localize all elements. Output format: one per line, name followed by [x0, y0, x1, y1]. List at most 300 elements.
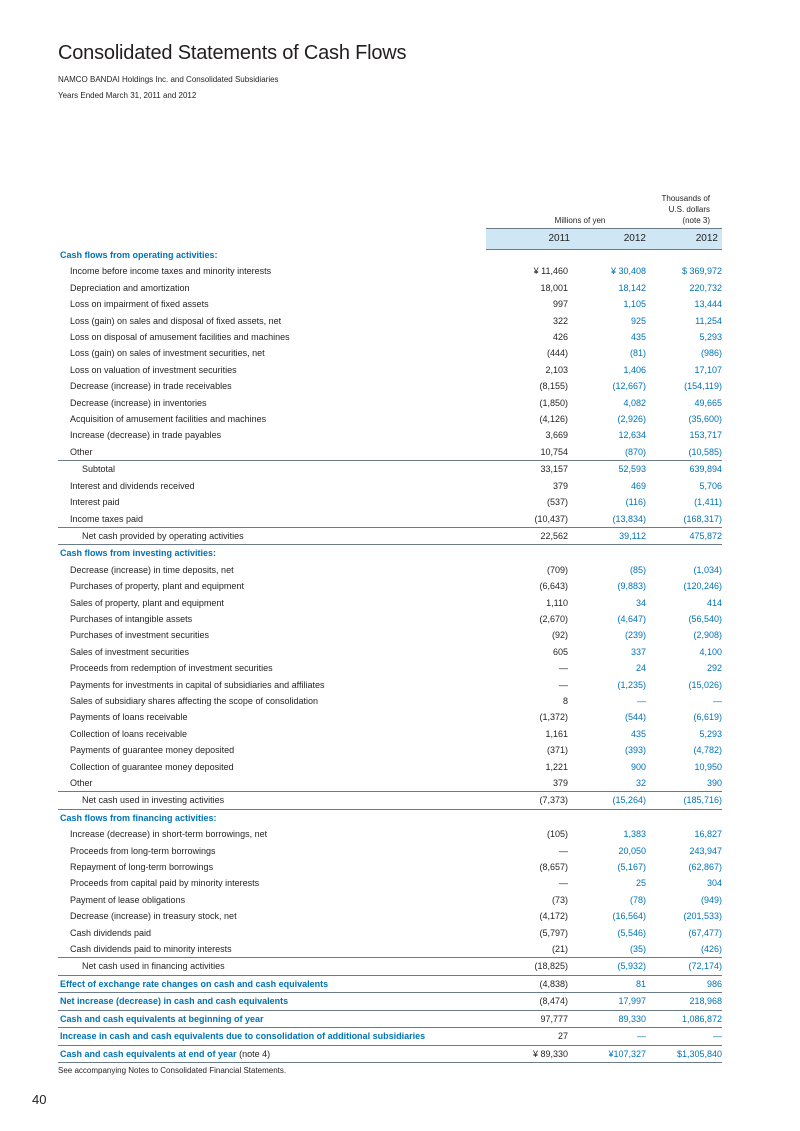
- value-2012-usd: 986: [646, 975, 722, 992]
- value-2012-usd: 5,293: [699, 728, 722, 739]
- row-label: [58, 494, 486, 510]
- total-row: [58, 958, 722, 975]
- value-2012-yen: 12,634: [618, 430, 646, 441]
- company-subtitle: NAMCO BANDAI Holdings Inc. and Consolidated Subsidiaries: [58, 75, 279, 84]
- section-header-row: [58, 809, 722, 826]
- row-label: [58, 378, 486, 394]
- value-2012-yen: 20,050: [618, 845, 646, 856]
- value-2012-usd: (185,716): [646, 792, 722, 809]
- value-2012-usd: 304: [706, 878, 722, 889]
- row-label-text: Decrease (increase) in inventories: [70, 397, 207, 408]
- row-label-text: Cash and cash equivalents at beginning of year: [60, 1013, 264, 1024]
- value-2011-yen: ¥ 89,330: [486, 1045, 570, 1062]
- row-label: [58, 1028, 486, 1045]
- value-2012-usd: 16,827: [694, 829, 722, 840]
- value-2011-yen: (4,126): [539, 414, 568, 425]
- value-2012-usd: —: [646, 1028, 722, 1045]
- value-2012-usd: (1,034): [693, 564, 722, 575]
- value-2011-yen: 18,001: [540, 282, 568, 293]
- value-2012-usd: 13,444: [694, 299, 722, 310]
- value-2012-yen: [570, 809, 646, 826]
- row-label: [58, 892, 486, 908]
- value-2011-yen: (18,825): [486, 958, 570, 975]
- value-2012-yen: (544): [624, 712, 646, 723]
- year-2012-yen-header: 2012: [623, 233, 646, 244]
- row-label: [58, 941, 486, 958]
- table-row: [58, 595, 722, 611]
- period-subtitle: Years Ended March 31, 2011 and 2012: [58, 91, 197, 100]
- row-label: [58, 958, 486, 975]
- row-label-text: Income taxes paid: [70, 513, 144, 524]
- table-row: [58, 578, 722, 594]
- table-row: [58, 296, 722, 312]
- value-2011-yen: 426: [552, 332, 568, 343]
- value-2012-yen: [570, 247, 646, 263]
- row-label-text: Other: [70, 778, 93, 788]
- value-2012-yen: 25: [635, 878, 646, 889]
- value-2012-yen: (16,564): [612, 911, 646, 922]
- table-row: [58, 941, 722, 958]
- total-row: [58, 1045, 722, 1062]
- value-2011-yen: (2,670): [539, 613, 568, 624]
- row-label-text: Sales of subsidiary shares affecting the scope of consolidation: [70, 695, 318, 706]
- value-2012-usd: 49,665: [694, 397, 722, 408]
- row-label: [58, 427, 486, 443]
- row-label-text: Purchases of investment securities: [70, 630, 210, 641]
- table-row: [58, 892, 722, 908]
- value-2012-yen: —: [637, 695, 646, 706]
- value-2012-yen: 24: [635, 663, 646, 674]
- value-2012-yen: 89,330: [570, 1010, 646, 1027]
- value-2012-usd: 292: [706, 663, 722, 674]
- row-label-text: Sales of investment securities: [70, 646, 190, 657]
- row-label-text: Increase in cash and cash equivalents due to consolidation of additional subsidiaries: [60, 1031, 426, 1042]
- cash-flow-rows: [58, 247, 722, 1062]
- total-row: [58, 975, 722, 992]
- value-2012-usd: (154,119): [684, 381, 722, 392]
- table-row: [58, 444, 722, 461]
- value-2011-yen: (1,372): [539, 712, 568, 723]
- row-label: [58, 693, 486, 709]
- row-label: [58, 611, 486, 627]
- row-label-text: Proceeds from long-term borrowings: [70, 845, 216, 856]
- table-row: [58, 644, 722, 660]
- row-label: [58, 908, 486, 924]
- value-2012-yen: (9,883): [617, 581, 646, 592]
- value-2012-usd: (62,867): [688, 862, 722, 873]
- row-label-text: Interest and dividends received: [70, 480, 195, 491]
- value-2011-yen: (10,437): [534, 513, 568, 524]
- row-label: [58, 362, 486, 378]
- value-2012-usd: 17,107: [694, 364, 722, 375]
- table-row: [58, 908, 722, 924]
- value-2012-yen: 435: [630, 728, 646, 739]
- thousands-header-line2: U.S. dollars: [668, 205, 710, 214]
- value-2012-yen: (35): [629, 944, 646, 955]
- table-row: [58, 345, 722, 361]
- table-row: [58, 362, 722, 378]
- value-2011-yen: ¥ 11,460: [533, 266, 568, 277]
- value-2012-yen: (239): [624, 630, 646, 641]
- value-2012-usd: (949): [700, 894, 722, 905]
- value-2012-usd: (15,026): [688, 679, 722, 690]
- table-row: [58, 263, 722, 279]
- value-2011-yen: (1,850): [539, 397, 568, 408]
- row-label: [58, 296, 486, 312]
- value-2012-usd: $1,305,840: [646, 1045, 722, 1062]
- row-label: [58, 644, 486, 660]
- value-2012-yen: 32: [635, 778, 646, 788]
- value-2011-yen: (7,373): [486, 792, 570, 809]
- value-2011-yen: 322: [552, 315, 568, 326]
- row-label: [58, 562, 486, 578]
- row-label: [58, 709, 486, 725]
- row-label-text: Purchases of property, plant and equipment: [70, 581, 244, 592]
- value-2012-usd: (1,411): [694, 497, 722, 508]
- value-2012-yen: 925: [630, 315, 646, 326]
- value-2012-yen: ¥ 30,408: [610, 266, 646, 277]
- value-2011-yen: —: [559, 663, 568, 674]
- row-label: [58, 511, 486, 528]
- row-label: [58, 726, 486, 742]
- value-2011-yen: 33,157: [486, 461, 570, 478]
- value-2012-usd: 639,894: [646, 461, 722, 478]
- row-label-text: Income before income taxes and minority interests: [70, 266, 272, 277]
- row-label-text: Cash flows from financing activities:: [60, 812, 217, 823]
- value-2011-yen: 1,221: [545, 761, 568, 772]
- row-label: [58, 263, 486, 279]
- row-label-text: Net increase (decrease) in cash and cash equivalents: [60, 996, 289, 1007]
- value-2011-yen: (537): [546, 497, 568, 508]
- value-2011-yen: (8,474): [486, 993, 570, 1010]
- millions-of-yen-header: Millions of yen: [554, 216, 606, 225]
- row-label: [58, 545, 486, 562]
- table-row: [58, 693, 722, 709]
- row-label: [58, 660, 486, 676]
- value-2012-yen: (81): [629, 348, 646, 359]
- row-label-text: Collection of guarantee money deposited: [70, 761, 234, 772]
- row-label-text: Decrease (increase) in treasury stock, net: [70, 911, 237, 922]
- row-label: [58, 395, 486, 411]
- value-2011-yen: [486, 545, 570, 562]
- total-row: [58, 1028, 722, 1045]
- value-2012-yen: 469: [630, 480, 646, 491]
- table-row: [58, 859, 722, 875]
- value-2012-yen: (13,834): [612, 513, 646, 524]
- row-label: [58, 859, 486, 875]
- row-label: [58, 925, 486, 941]
- table-row: [58, 759, 722, 775]
- table-row: [58, 411, 722, 427]
- row-label-text: Cash dividends paid: [70, 927, 152, 938]
- value-2012-usd: 218,968: [646, 993, 722, 1010]
- value-2012-usd: (120,246): [683, 581, 722, 592]
- table-row: [58, 478, 722, 494]
- row-label: [58, 792, 486, 809]
- table-row: [58, 826, 722, 842]
- value-2011-yen: 2,103: [545, 364, 568, 375]
- row-label: [58, 329, 486, 345]
- value-2012-yen: 17,997: [570, 993, 646, 1010]
- value-2012-usd: (72,174): [646, 958, 722, 975]
- value-2012-usd: 5,706: [699, 480, 722, 491]
- value-2012-usd: —: [713, 695, 722, 706]
- table-row: [58, 329, 722, 345]
- value-2012-usd: [646, 247, 722, 263]
- row-label-text: Payments for investments in capital of subsidiaries and affiliates: [70, 679, 325, 690]
- row-label: [58, 843, 486, 859]
- value-2012-usd: 4,100: [699, 646, 722, 657]
- value-2011-yen: 27: [486, 1028, 570, 1045]
- row-label: [58, 677, 486, 693]
- value-2012-yen: (78): [629, 894, 646, 905]
- value-2012-yen: 34: [635, 597, 646, 608]
- table-row: [58, 627, 722, 643]
- value-2011-yen: (8,657): [539, 862, 568, 873]
- row-label: [58, 280, 486, 296]
- value-2012-yen: 1,105: [623, 299, 646, 310]
- value-2012-yen: (870): [624, 446, 646, 457]
- value-2012-yen: (2,926): [617, 414, 646, 425]
- value-2011-yen: 379: [552, 778, 568, 788]
- value-2011-yen: (5,797): [539, 927, 568, 938]
- section-header-row: [58, 247, 722, 263]
- table-row: [58, 494, 722, 510]
- value-2011-yen: (709): [546, 564, 568, 575]
- row-label: [58, 993, 486, 1010]
- row-label: [58, 478, 486, 494]
- value-2012-yen: ¥107,327: [570, 1045, 646, 1062]
- value-2012-yen: [570, 545, 646, 562]
- value-2012-yen: 900: [630, 761, 646, 772]
- value-2012-usd: (986): [700, 348, 722, 359]
- row-label: [58, 247, 486, 263]
- value-2012-yen: 4,082: [623, 397, 646, 408]
- row-label: [58, 975, 486, 992]
- table-row: [58, 313, 722, 329]
- value-2012-yen: —: [570, 1028, 646, 1045]
- row-label-text: Cash flows from operating activities:: [60, 250, 218, 260]
- thousands-header-line3: (note 3): [682, 216, 710, 225]
- row-label-text: Net cash used in financing activities: [82, 961, 225, 972]
- row-label-text: Increase (decrease) in trade payables: [70, 430, 222, 441]
- row-label: [58, 578, 486, 594]
- row-label: [58, 411, 486, 427]
- total-row: [58, 461, 722, 478]
- value-2012-yen: 337: [630, 646, 646, 657]
- footnote: See accompanying Notes to Consolidated Financial Statements.: [58, 1066, 287, 1075]
- row-label-text: Acquisition of amusement facilities and machines: [70, 414, 267, 425]
- year-2012-usd-header: 2012: [695, 233, 718, 244]
- row-label: [58, 461, 486, 478]
- table-row: [58, 427, 722, 443]
- table-row: [58, 511, 722, 528]
- cash-flow-table: [58, 247, 722, 1063]
- row-label: [58, 826, 486, 842]
- value-2011-yen: —: [559, 878, 568, 889]
- row-label-text: Depreciation and amortization: [70, 282, 190, 293]
- row-label: [58, 742, 486, 758]
- value-2012-yen: 1,383: [623, 829, 646, 840]
- value-2012-usd: (35,600): [688, 414, 722, 425]
- value-2012-usd: [646, 545, 722, 562]
- table-row: [58, 280, 722, 296]
- value-2012-yen: (5,546): [617, 927, 646, 938]
- row-label: [58, 595, 486, 611]
- value-2011-yen: 1,110: [546, 597, 568, 608]
- value-2012-usd: 5,293: [699, 332, 722, 343]
- table-row: [58, 562, 722, 578]
- value-2011-yen: (92): [551, 630, 568, 641]
- row-label: [58, 875, 486, 891]
- row-label: [58, 809, 486, 826]
- value-2012-usd: 390: [706, 778, 722, 788]
- row-label-text: Cash and cash equivalents at end of year: [60, 1048, 237, 1059]
- value-2012-usd: (2,908): [693, 630, 722, 641]
- row-label-text: Loss (gain) on sales of investment securities, net: [70, 348, 265, 359]
- page-number: 40: [32, 1092, 47, 1107]
- value-2012-usd: 414: [706, 597, 722, 608]
- row-label: [58, 313, 486, 329]
- row-label-text: Proceeds from redemption of investment securities: [70, 663, 273, 674]
- value-2012-usd: (168,317): [683, 513, 722, 524]
- row-label-text: Purchases of intangible assets: [70, 613, 193, 624]
- value-2011-yen: 605: [552, 646, 568, 657]
- row-label-text: Decrease (increase) in trade receivables: [70, 381, 232, 392]
- value-2011-yen: —: [559, 679, 568, 690]
- row-label: [58, 1045, 486, 1062]
- row-label-text: Sales of property, plant and equipment: [70, 597, 224, 608]
- row-label: [58, 775, 486, 792]
- row-label-text: Net cash provided by operating activities: [82, 530, 244, 541]
- value-2012-yen: (5,167): [617, 862, 646, 873]
- value-2012-yen: (15,264): [570, 792, 646, 809]
- row-label-text: Payments of loans receivable: [70, 712, 188, 723]
- value-2012-usd: 475,872: [646, 527, 722, 544]
- thousands-usd-header: [640, 193, 710, 226]
- row-label-text: Loss on disposal of amusement facilities and machines: [70, 332, 290, 343]
- value-2011-yen: (8,155): [539, 381, 568, 392]
- value-2012-usd: 10,950: [694, 761, 722, 772]
- table-row: [58, 677, 722, 693]
- value-2012-yen: (393): [624, 745, 646, 756]
- value-2012-usd: (4,782): [693, 745, 722, 756]
- row-label-text: Loss on valuation of investment securities: [70, 364, 237, 375]
- value-2011-yen: 22,562: [486, 527, 570, 544]
- value-2012-yen: 435: [630, 332, 646, 343]
- value-2011-yen: [486, 809, 570, 826]
- value-2011-yen: (21): [551, 944, 568, 955]
- value-2012-usd: (56,540): [688, 613, 722, 624]
- total-row: [58, 1010, 722, 1027]
- row-label: [58, 345, 486, 361]
- row-label-text: Payments of guarantee money deposited: [70, 745, 235, 756]
- value-2012-yen: 1,406: [623, 364, 646, 375]
- row-label-text: Subtotal: [82, 464, 116, 475]
- value-2011-yen: (105): [546, 829, 568, 840]
- section-header-row: [58, 545, 722, 562]
- value-2011-yen: (4,838): [486, 975, 570, 992]
- value-2012-yen: (12,667): [612, 381, 646, 392]
- row-label-text: Decrease (increase) in time deposits, net: [70, 564, 234, 575]
- table-row: [58, 875, 722, 891]
- value-2012-yen: (1,235): [617, 679, 646, 690]
- row-label-text: Other: [70, 446, 93, 457]
- value-2011-yen: 97,777: [486, 1010, 570, 1027]
- value-2012-usd: 153,717: [689, 430, 722, 441]
- table-row: [58, 742, 722, 758]
- total-row: [58, 527, 722, 544]
- thousands-header-line1: Thousands of: [661, 194, 710, 203]
- row-label: [58, 627, 486, 643]
- table-row: [58, 660, 722, 676]
- value-2012-yen: 39,112: [570, 527, 646, 544]
- row-label-text: Proceeds from capital paid by minority interests: [70, 878, 260, 889]
- row-label-text: Loss (gain) on sales and disposal of fixed assets, net: [70, 315, 282, 326]
- row-label: [58, 759, 486, 775]
- row-label: [58, 1010, 486, 1027]
- value-2011-yen: 3,669: [545, 430, 568, 441]
- total-row: [58, 792, 722, 809]
- row-label-text: Net cash used in investing activities: [82, 795, 225, 806]
- table-row: [58, 726, 722, 742]
- table-row: [58, 378, 722, 394]
- value-2012-usd: [646, 809, 722, 826]
- value-2011-yen: (444): [546, 348, 568, 359]
- value-2011-yen: 8: [562, 695, 568, 706]
- table-row: [58, 775, 722, 792]
- value-2012-usd: (67,477): [688, 927, 722, 938]
- page-title: Consolidated Statements of Cash Flows: [58, 42, 407, 64]
- value-2011-yen: 1,161: [545, 728, 568, 739]
- year-2011-header: 2011: [548, 233, 570, 244]
- row-label-text: Collection of loans receivable: [70, 728, 188, 739]
- value-2012-usd: (10,585): [688, 446, 722, 457]
- value-2011-yen: 10,754: [540, 446, 568, 457]
- value-2012-usd: (6,619): [693, 712, 722, 723]
- value-2011-yen: (73): [551, 894, 568, 905]
- row-label-text: Loss on impairment of fixed assets: [70, 299, 209, 310]
- row-label-text: Cash flows from investing activities:: [60, 548, 217, 559]
- row-label-text: Effect of exchange rate changes on cash and cash equivalents: [60, 978, 329, 989]
- value-2012-usd: (426): [700, 944, 722, 955]
- value-2011-yen: 379: [552, 480, 568, 491]
- value-2012-usd: 1,086,872: [646, 1010, 722, 1027]
- row-label-text: Interest paid: [70, 497, 120, 508]
- row-label: [58, 444, 486, 461]
- row-label-text: Cash dividends paid to minority interests: [70, 944, 232, 955]
- row-label-text: Increase (decrease) in short-term borrowings, net: [70, 829, 268, 840]
- table-row: [58, 611, 722, 627]
- value-2012-yen: (5,932): [570, 958, 646, 975]
- value-2012-usd: 11,254: [695, 315, 722, 326]
- table-row: [58, 843, 722, 859]
- table-row: [58, 709, 722, 725]
- value-2012-yen: (85): [629, 564, 646, 575]
- value-2012-yen: (4,647): [617, 613, 646, 624]
- table-row: [58, 395, 722, 411]
- value-2011-yen: (371): [546, 745, 568, 756]
- value-2011-yen: (4,172): [539, 911, 568, 922]
- value-2012-yen: (116): [625, 497, 646, 508]
- row-note: (note 4): [239, 1048, 271, 1059]
- row-label-text: Repayment of long-term borrowings: [70, 862, 214, 873]
- value-2012-usd: (201,533): [683, 911, 722, 922]
- value-2012-yen: 81: [570, 975, 646, 992]
- value-2011-yen: —: [559, 845, 568, 856]
- value-2011-yen: [486, 247, 570, 263]
- value-2012-usd: 243,947: [689, 845, 722, 856]
